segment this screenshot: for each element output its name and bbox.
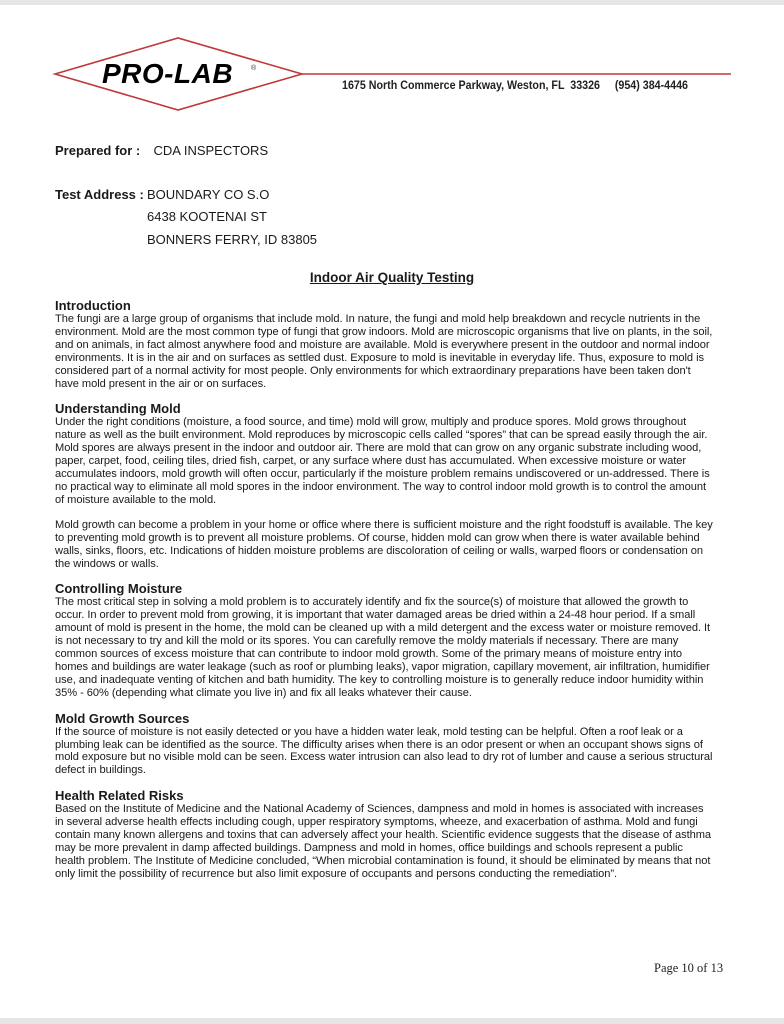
paragraph-line: is not necessary to try and kill the mold or its spores. You can carefully remove the moldy materials if necessary. There are many	[55, 635, 679, 648]
paragraph	[55, 416, 735, 506]
paragraph-line: and on animals, in fact almost anywhere food and moisture are available. Mold is everywhere present in the outdoor and normal indoor	[55, 338, 710, 351]
paragraph-line: nature as well as the built environment. Mold reproduces by microscopic cells called “spores” that can be spread easily through the air.	[55, 429, 708, 442]
section	[55, 582, 735, 699]
paragraph	[55, 726, 735, 778]
prepared-for-value: CDA INSPECTORS	[153, 143, 269, 158]
paragraph-line: Mold spores are always present in the indoor and outdoor air. There are mold that can grow on any organic substrate including wood,	[55, 442, 702, 455]
paragraph-line: considered part of a normal activity for most people. Only environments for which extraordinary preparations have been taken don't	[55, 364, 691, 377]
paragraph-line: If the source of moisture is not easily detected or you have a hidden water leak, mold testing can be helpful. Often a roof leak or a	[55, 725, 683, 738]
test-address-line: 6438 KOOTENAI ST	[147, 209, 267, 224]
paragraph-line: Mold growth can become a problem in your home or office where there is sufficient moisture and the right foodstuff is available. The key	[55, 518, 713, 531]
logo-text: PRO-LAB	[102, 58, 234, 89]
section-heading: Understanding Mold	[55, 401, 181, 417]
test-address-label: Test Address :	[55, 187, 144, 202]
paragraph-line: the windows or walls.	[55, 557, 159, 570]
section	[55, 712, 735, 778]
section-heading: Health Related Risks	[55, 788, 184, 804]
paragraph-line: common sources of excess moisture that can contribute to indoor mold growth. Some of the primary means of moisture entry into	[55, 648, 682, 661]
paragraph	[55, 519, 735, 571]
paragraph-line: The most critical step in solving a mold problem is to accurately identify and fix the source(s) of moisture that allowed the growth to	[55, 596, 689, 609]
paragraph	[55, 803, 735, 880]
paragraph-line: paper, carpet, food, ceiling tiles, dried fish, carpet, or any surface where dust has accumulated. When excessive moisture or water	[55, 455, 687, 468]
paragraph-line: Based on the Institute of Medicine and the National Academy of Sciences, dampness and mold in homes is associated with increases	[55, 803, 704, 816]
test-address-line: BOUNDARY CO S.O	[147, 187, 270, 202]
paragraph-line: have mold present in the air or on surfaces.	[55, 377, 267, 390]
document-title: Indoor Air Quality Testing	[309, 270, 475, 285]
lab-address: 1675 North Commerce Parkway, Weston, FL 33326 (954) 384-4446	[342, 80, 688, 92]
paragraph-line: defect in buildings.	[55, 764, 146, 777]
paragraph-line: only limit the possibility of recurrence but also limit exposure of occupants and persons conducting the remediation”.	[55, 867, 618, 880]
registered-mark: ®	[251, 65, 257, 72]
section	[55, 789, 735, 880]
section-heading: Introduction	[55, 298, 131, 313]
prepared-for-label: Prepared for :	[55, 143, 141, 158]
paragraph	[55, 313, 735, 390]
paragraph-line: walls, sinks, floors, etc. Indications of hidden moisture problems are discoloration of ceiling or walls, warped floors or condensation on	[55, 544, 703, 557]
paragraph-line: in several adverse health effects including cough, upper respiratory symptoms, wheeze, and exacerbation of asthma. Mold and fungi	[55, 816, 698, 829]
paragraph-line: contain many known allergens and toxins that can adversely affect your health. Scientific evidence suggests that the disease of asthma	[55, 829, 712, 842]
paragraph-line: homes and buildings are water leakage (such as roof or plumbing leaks), vapor migration, capillary movement, air infiltration, humidifier	[55, 660, 710, 673]
paragraph-line: may be more prevalent in damp affected buildings. Dampness and mold in homes, office buildings and schools represent a public	[55, 842, 683, 854]
paragraph-line: plumbing leak can be identified as the source. The difficulty arises when there is an odor present or when an occupant shows signs of	[55, 738, 703, 751]
paragraph-line: amount of mold is present in the home, the mold can be cleaned up with a mild detergent and the excess water or moisture removed. It	[55, 622, 711, 635]
prepared-for	[55, 143, 268, 159]
paragraph-line: use, and inadequate venting of kitchen and bath humidity. The key to controlling moisture is to generally reduce indoor humidity within	[55, 673, 704, 686]
paragraph-line: occur. In order to prevent mold from growing, it is important that water damaged areas be dried within a 24-48 hour period. If a small	[55, 609, 696, 622]
paragraph-line: Under the right conditions (moisture, a food source, and time) mold will grow, multiply and produce spores. Mold grows throughout	[55, 416, 687, 429]
section	[55, 299, 735, 390]
paragraph-line: of moisture available to the mold.	[55, 493, 217, 506]
paragraph-line: accumulates indoors, mold growth will often occur, particularly if the moisture problem remains undiscovered or un-addressed. There is	[55, 468, 710, 481]
paragraph	[55, 596, 735, 699]
page-number: Page 10 of 13	[654, 961, 724, 975]
section-heading: Controlling Moisture	[55, 581, 183, 597]
paragraph-line: health problem. The Institute of Medicine concluded, “When microbial contamination is found, it should be eliminated by means that not	[55, 854, 711, 867]
document-body	[55, 299, 735, 881]
test-address	[55, 187, 144, 203]
document-page	[0, 5, 784, 1018]
section	[55, 402, 735, 570]
paragraph-line: 35% - 60% (depending what climate you live in) and fix all leaks whatever their cause.	[55, 686, 472, 699]
paragraph-spacer	[55, 507, 735, 519]
paragraph-line: no practical way to eliminate all mold spores in the indoor environment. The way to control indoor mold growth is to control the amount	[55, 480, 706, 493]
paragraph-line: mold exposure but no visible mold can be seen. Excess water intrusion can also lead to dry rot of lumber and cause a serious structural	[55, 751, 713, 764]
paragraph-line: environment. Mold are the most common type of fungi that grow indoors. Mold are microscopic organisms that live on plants, in the soil,	[55, 325, 713, 338]
section-heading: Mold Growth Sources	[55, 710, 190, 726]
section-spacer	[55, 700, 735, 712]
test-address-line: BONNERS FERRY, ID 83805	[147, 232, 318, 247]
paragraph-line: The fungi are a large group of organisms that include mold. In nature, the fungi and mold help breakdown and recycle nutrients in the	[55, 313, 701, 325]
paragraph-line: environments. It is in the air and on surfaces as settled dust. Exposure to mold is inevitable in everyday life. Thus, exposure to mold is	[55, 351, 704, 364]
paragraph-line: to preventing mold growth is to prevent all moisture problems. Of course, hidden mold can grow when there is water available behind	[55, 531, 700, 544]
